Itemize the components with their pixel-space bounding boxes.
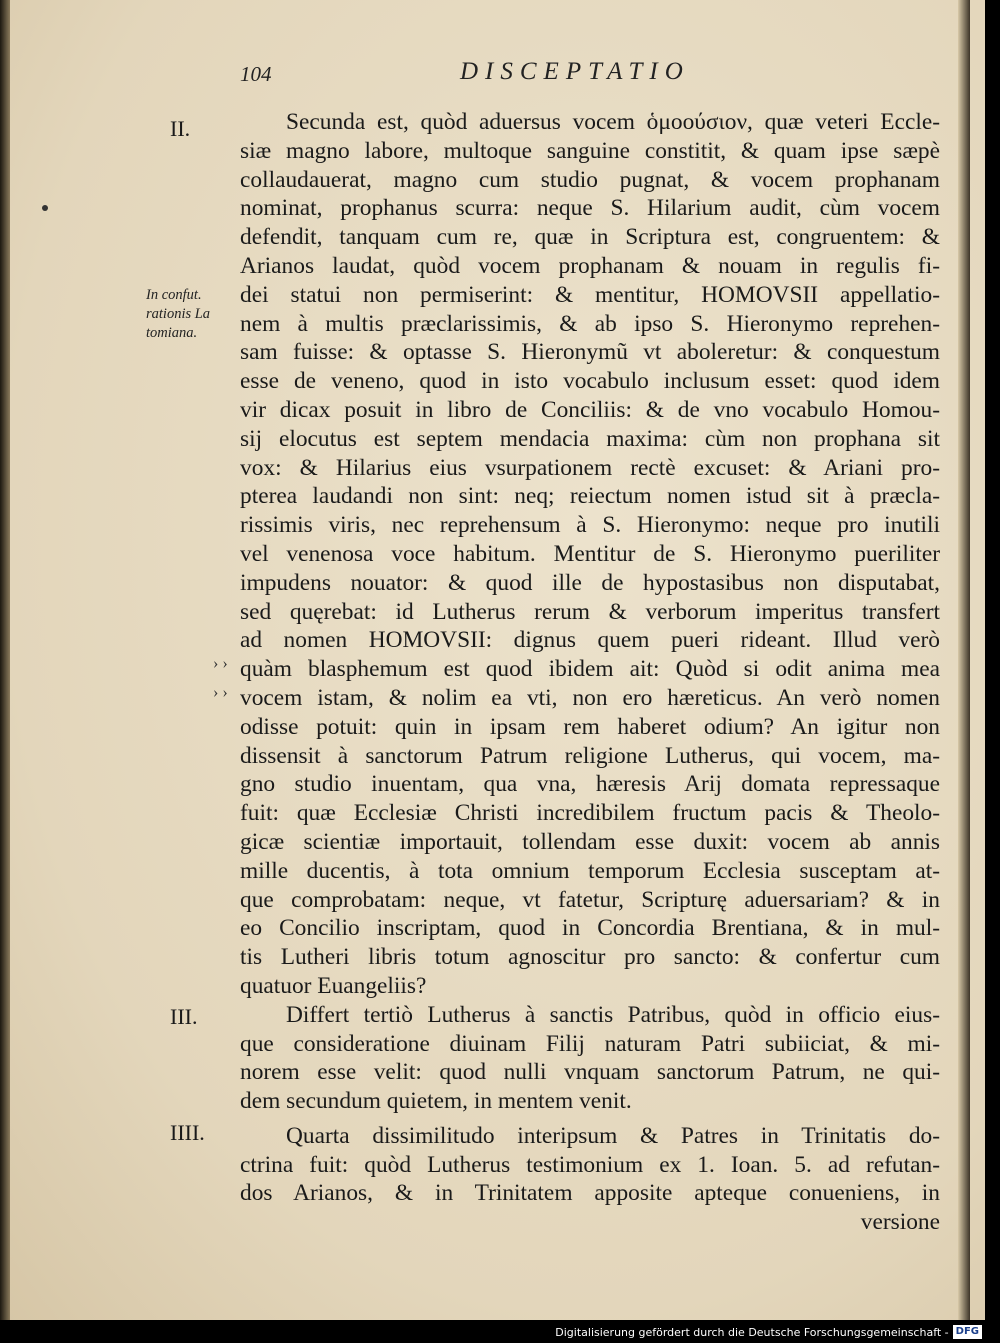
text-line: Arianos laudat, quòd vocem prophanam & nouam in regulis fi- <box>240 252 940 279</box>
text-line: dei statui non permiserint: & mentitur, HOMOVSII appellatio- <box>240 281 940 308</box>
text-line: vel venenosa voce habitum. Mentitur de S. Hieronymo pueriliter <box>240 540 940 567</box>
text-line: vox: & Hilarius eius vsurpationem rectè excuset: & Ariani pro- <box>240 454 940 481</box>
text-line: dem secundum quietem, in mentem venit. <box>240 1088 632 1115</box>
text-line: eo Concilio inscriptam, quod in Concordia Brentiana, & in mul- <box>240 915 940 942</box>
text-line: sed quęrebat: id Lutherus rerum & verborum imperitus transfert <box>240 598 940 625</box>
section-marker-2: II. <box>170 116 191 141</box>
text-line: tis Lutheri libris totum agnoscitur pro sancto: & confertur cum <box>240 944 940 971</box>
text-line: pterea laudandi non sint: neq; reiectum nomen istud sit à præcla- <box>240 483 940 510</box>
text-line: sij elocutus est septem mendacia maxima: cùm non prophana sit <box>240 425 940 452</box>
margin-note-line: rationis La <box>146 306 211 322</box>
text-line: dissensit à sanctorum Patrum religione Lutherus, qui vocem, ma- <box>240 742 940 769</box>
margin-note-line: In confut. <box>146 287 202 303</box>
text-line: que comprobatam: neque, vt fatetur, Scripturę aduersariam? & in <box>240 886 940 913</box>
book-spine <box>0 0 10 1320</box>
margin-dot <box>42 205 48 211</box>
text-line: sam fuisse: & optasse S. Hieronymũ vt aboleretur: & conquestum <box>240 339 940 366</box>
text-line: Differt tertiò Lutherus à sanctis Patribus, quòd in officio eius- <box>286 1001 940 1028</box>
text-line: Quarta dissimilitudo interipsum & Patres in Trinitatis do- <box>286 1122 940 1149</box>
text-line: impudens nouator: & quod ille de hypostasibus non disputabat, <box>240 569 940 596</box>
section-marker-4: IIII. <box>170 1120 205 1145</box>
text-line: gno studio inuentam, qua vna, hæresis Arij domata repressaque <box>240 771 940 798</box>
text-line: nem à multis præclarissimis, & ab ipso S. Hieronymo reprehen- <box>240 310 940 337</box>
text-line: siæ magno labore, multoque sanguine constitit, & quam ipse sæpè <box>240 137 940 164</box>
section-marker-3: III. <box>170 1004 198 1029</box>
quotation-mark: › › <box>213 655 228 672</box>
text-line: vir dicax posuit in libro de Conciliis: & de vno vocabulo Homou- <box>240 396 940 423</box>
funding-credit: Digitalisierung gefördert durch die Deutsche Forschungsgemeinschaft - <box>555 1325 949 1339</box>
text-line: esse de veneno, quod in isto vocabulo inclusum esset: quod idem <box>240 368 940 395</box>
text-line: que consideratione diuinam Filij naturam Patri subiiciat, & mi- <box>240 1030 940 1057</box>
text-line: rissimis viris, nec reprehensum à S. Hieronymo: neque pro inutili <box>240 512 940 539</box>
text-line: fuit: quæ Ecclesiæ Christi incredibilem fructum pacis & Theolo- <box>240 800 940 827</box>
text-line: quatuor Euangeliis? <box>240 972 427 999</box>
text-line: odisse potuit: quin in ipsam rem haberet odium? An igitur non <box>240 713 940 740</box>
running-title: DISCEPTATIO <box>460 58 690 85</box>
text-line: ctrina fuit: quòd Lutherus testimonium ex 1. Ioan. 5. ad refutan- <box>240 1151 940 1178</box>
text-line: quàm blasphemum est quod ibidem ait: Quòd si odit anima mea <box>240 656 940 683</box>
text-line: collaudauerat, magno cum studio pugnat, & vocem prophanam <box>240 166 940 193</box>
text-line: gicæ scientiæ importauit, tollendam esse duxit: vocem ab annis <box>240 828 940 855</box>
text-line: vocem istam, & nolim ea vti, non ero hæreticus. An verò nomen <box>240 684 940 711</box>
page-number: 104 <box>240 62 272 86</box>
catchword: versione <box>860 1209 940 1236</box>
text-line: Secunda est, quòd aduersus vocem ὁμοούσιον, quæ veteri Eccle- <box>286 109 940 135</box>
text-line: dos Arianos, & in Trinitatem apposite apteque conueniens, in <box>240 1180 940 1207</box>
text-line: mille ducentis, à tota omnium temporum Ecclesia susceptam at- <box>240 857 940 884</box>
text-line: nominat, prophanus scurra: neque S. Hilarium audit, cùm vocem <box>240 195 940 222</box>
text-line: defendit, tanquam cum re, quæ in Scriptura est, congruentem: & <box>240 224 940 251</box>
text-line: norem esse velit: quod nulli vnquam sanctorum Patrum, ne qui- <box>240 1059 940 1086</box>
dfg-logo[interactable]: DFG <box>953 1325 982 1339</box>
text-line: ad nomen HOMOVSII: dignus quem pueri rideant. Illud verò <box>240 627 940 654</box>
body-text <box>240 108 940 1237</box>
page-edge <box>958 0 970 1320</box>
margin-note <box>146 286 241 343</box>
digitization-footer <box>555 1323 982 1341</box>
page-header <box>240 58 940 102</box>
quotation-mark: › › <box>213 684 228 701</box>
margin-note-line: tomiana. <box>146 325 198 341</box>
